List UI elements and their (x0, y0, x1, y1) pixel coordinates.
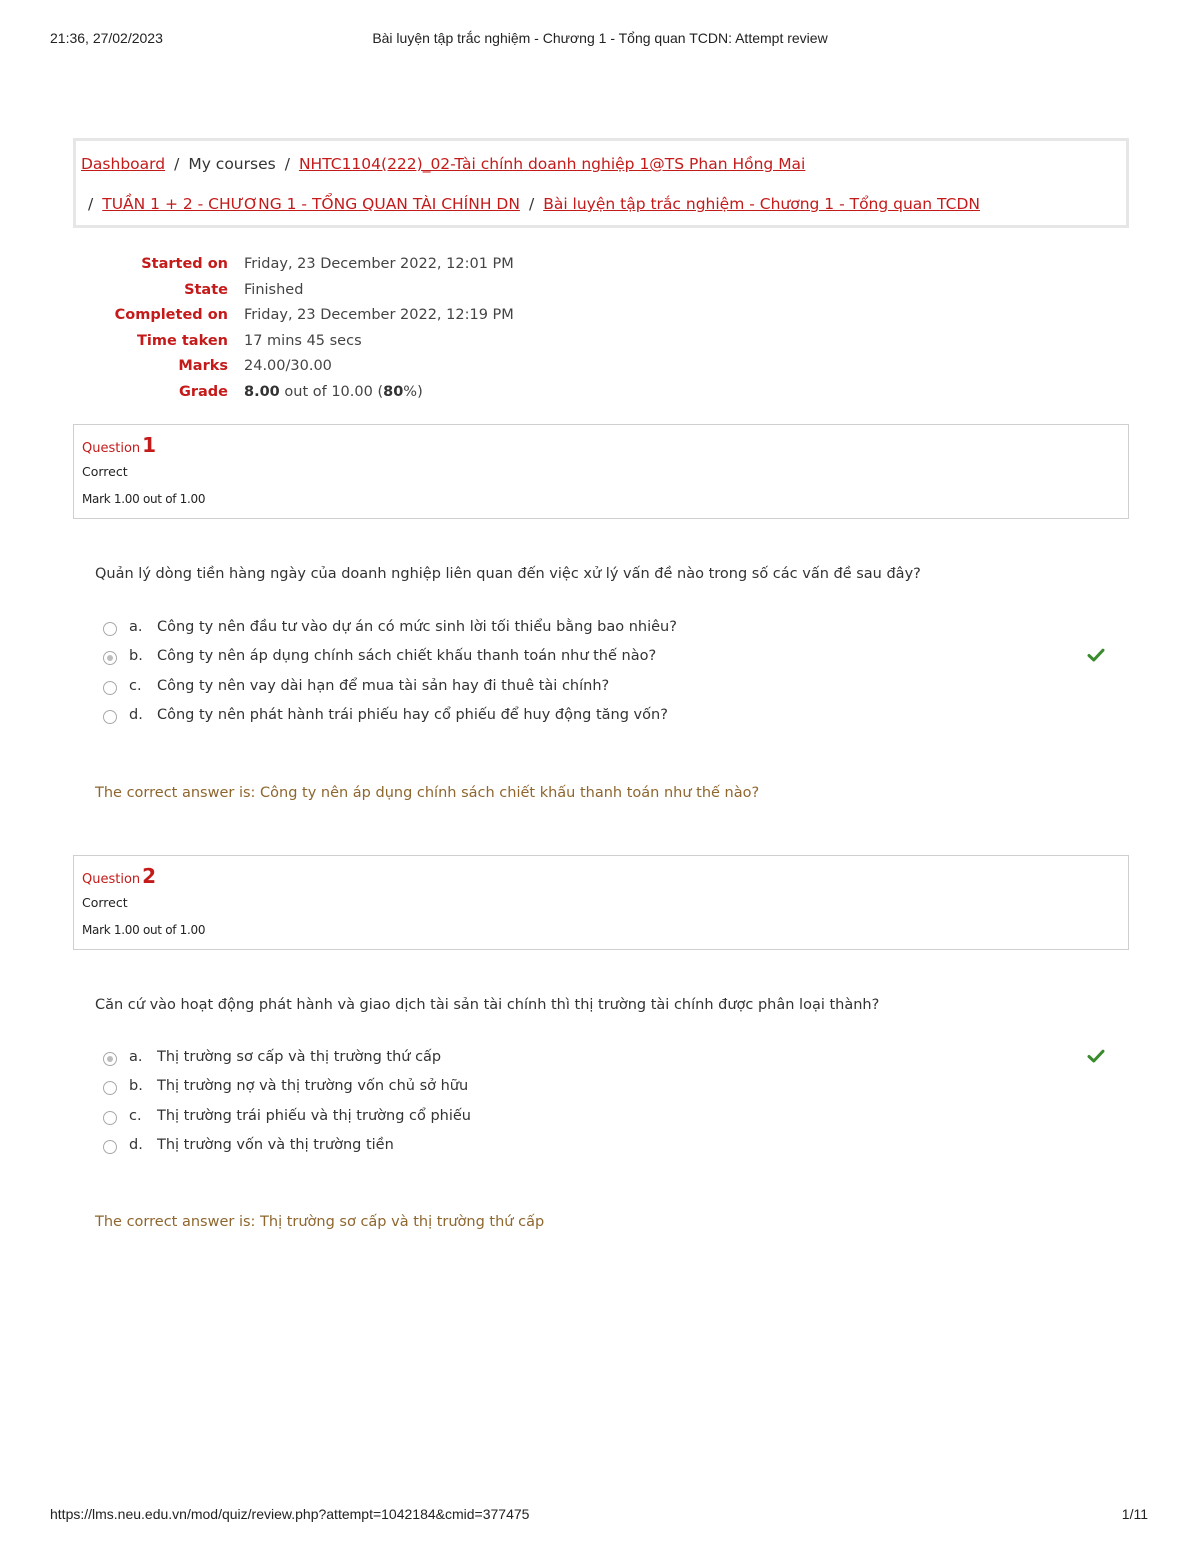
breadcrumb-course-link[interactable]: NHTC1104(222)_02-Tài chính doanh nghiệp 1@TS Phan Hồng Mai (298, 155, 806, 173)
summary-row-started (73, 256, 773, 282)
summary-label: Completed on (114, 307, 228, 323)
answer-radio[interactable] (103, 710, 117, 724)
breadcrumb-separator: / (174, 155, 180, 173)
answer-option (103, 619, 1113, 648)
question-state: Correct (82, 895, 128, 910)
answer-radio-selected[interactable] (103, 651, 117, 665)
correct-answer-feedback: The correct answer is: Thị trường sơ cấp và thị trường thứ cấp (95, 1214, 545, 1230)
breadcrumb-my-courses: My courses (188, 155, 276, 173)
summary-row-marks (73, 358, 773, 384)
answer-letter: a. (129, 619, 143, 635)
answer-text: Thị trường trái phiếu và thị trường cổ phiếu (157, 1107, 471, 1124)
grade-score: 8.00 (244, 383, 280, 400)
grade-percent-end: %) (403, 383, 423, 400)
print-datetime: 21:36, 27/02/2023 (50, 30, 163, 46)
answer-text: Công ty nên áp dụng chính sách chiết khấu thanh toán như thế nào? (157, 648, 657, 665)
answer-letter: d. (129, 1136, 143, 1153)
question-mark: Mark 1.00 out of 1.00 (82, 492, 206, 506)
question-label: Question (82, 872, 141, 887)
question-info (73, 424, 1129, 519)
attempt-summary (73, 256, 773, 409)
answer-list (103, 1049, 1113, 1166)
summary-label: Time taken (137, 332, 228, 349)
summary-label: State (184, 281, 228, 298)
answer-radio[interactable] (103, 1140, 117, 1154)
answer-option (103, 648, 1113, 677)
print-title: Bài luyện tập trắc nghiệm - Chương 1 - Tổng quan TCDN: Attempt review (372, 30, 828, 46)
breadcrumb-section-link[interactable]: TUẦN 1 + 2 - CHƯƠNG 1 - TỔNG QUAN TÀI CHÍNH DN (102, 195, 520, 213)
breadcrumb-separator: / (284, 155, 290, 173)
breadcrumb-line-1 (81, 155, 805, 173)
answer-letter: b. (129, 1078, 143, 1095)
answer-radio[interactable] (103, 1081, 117, 1095)
answer-option (103, 1137, 1113, 1166)
answer-letter: a. (129, 1049, 143, 1065)
breadcrumb-quiz-link[interactable]: Bài luyện tập trắc nghiệm - Chương 1 - Tổng quan TCDN (543, 195, 980, 213)
answer-option (103, 1049, 1113, 1078)
answer-option (103, 1078, 1113, 1107)
check-icon (1087, 646, 1105, 664)
breadcrumb-separator: / (88, 195, 94, 213)
question-number: 2 (142, 864, 157, 888)
breadcrumb-separator: / (528, 195, 535, 213)
question-info (73, 855, 1129, 950)
answer-letter: c. (129, 1107, 142, 1124)
summary-row-state (73, 282, 773, 308)
breadcrumb (73, 138, 1129, 228)
answer-radio[interactable] (103, 1111, 117, 1125)
correct-answer-feedback: The correct answer is: Công ty nên áp dụng chính sách chiết khấu thanh toán như thế nào? (95, 785, 760, 801)
print-url: https://lms.neu.edu.vn/mod/quiz/review.php?attempt=1042184&cmid=377475 (50, 1506, 530, 1522)
answer-text: Thị trường sơ cấp và thị trường thứ cấp (157, 1049, 442, 1065)
breadcrumb-dashboard-link[interactable]: Dashboard (81, 155, 166, 173)
summary-label: Marks (178, 358, 228, 374)
answer-text: Công ty nên phát hành trái phiếu hay cổ phiếu để huy động tăng vốn? (157, 706, 668, 723)
answer-text: Thị trường nợ và thị trường vốn chủ sở hữu (157, 1078, 469, 1095)
check-icon (1087, 1047, 1105, 1065)
summary-label: Grade (178, 383, 228, 400)
question-text: Căn cứ vào hoạt động phát hành và giao dịch tài sản tài chính thì thị trường tài chính được phân loại thành? (95, 997, 880, 1013)
breadcrumb-line-2 (88, 195, 980, 213)
summary-label: Started on (141, 256, 228, 272)
answer-radio[interactable] (103, 681, 117, 695)
answer-text: Thị trường vốn và thị trường tiền (157, 1136, 394, 1153)
summary-value: Friday, 23 December 2022, 12:19 PM (244, 307, 514, 323)
grade-value (244, 384, 423, 400)
answer-list (103, 619, 1113, 736)
answer-text: Công ty nên vay dài hạn để mua tài sản hay đi thuê tài chính? (157, 677, 610, 694)
summary-value: 17 mins 45 secs (244, 332, 362, 349)
print-page-number: 1/11 (1121, 1506, 1148, 1522)
summary-value: Finished (244, 281, 304, 298)
grade-out-of: out of 10.00 ( (284, 383, 384, 400)
answer-letter: d. (129, 706, 143, 723)
answer-option (103, 678, 1113, 707)
summary-value: Friday, 23 December 2022, 12:01 PM (244, 256, 514, 272)
answer-option (103, 1108, 1113, 1137)
question-number: 1 (142, 433, 157, 457)
answer-radio-selected[interactable] (103, 1052, 117, 1066)
summary-row-time-taken (73, 333, 773, 359)
question-label: Question (82, 441, 141, 456)
summary-row-grade (73, 384, 773, 410)
answer-text: Công ty nên đầu tư vào dự án có mức sinh lời tối thiểu bằng bao nhiêu? (157, 619, 677, 635)
question-text: Quản lý dòng tiền hàng ngày của doanh nghiệp liên quan đến việc xử lý vấn đề nào trong số các vấn đề sau đây? (95, 566, 921, 582)
summary-row-completed (73, 307, 773, 333)
question-title (82, 864, 156, 888)
answer-radio[interactable] (103, 622, 117, 636)
answer-letter: b. (129, 648, 143, 665)
question-title (82, 433, 156, 457)
answer-option (103, 707, 1113, 736)
answer-letter: c. (129, 677, 142, 694)
summary-value: 24.00/30.00 (244, 358, 332, 374)
grade-percent: 80 (383, 383, 404, 400)
question-state: Correct (82, 464, 128, 479)
question-mark: Mark 1.00 out of 1.00 (82, 923, 206, 937)
